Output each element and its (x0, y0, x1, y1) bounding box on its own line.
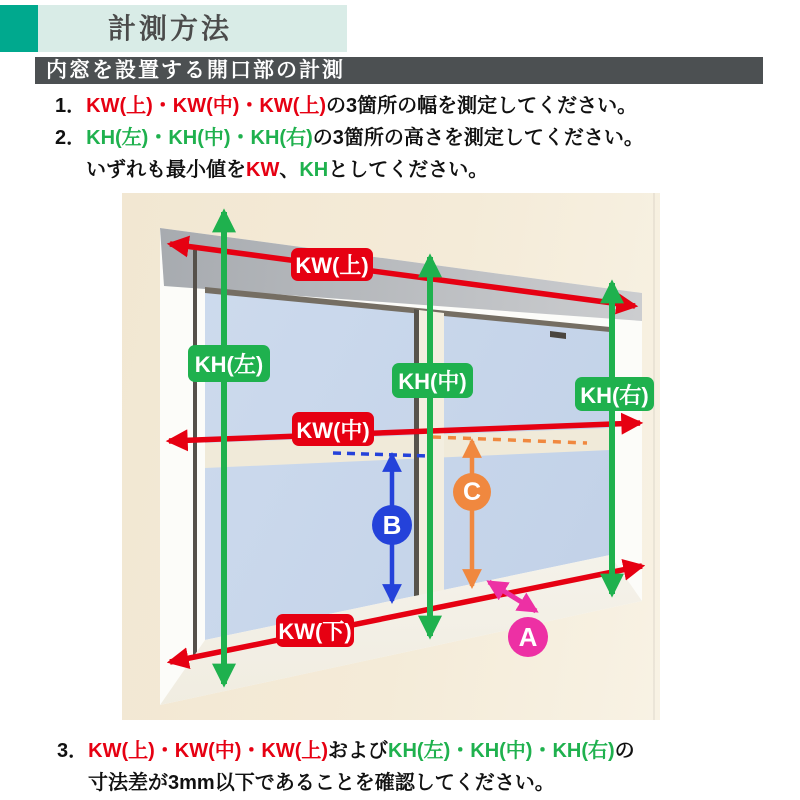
instructions-top (55, 90, 644, 186)
kh-right-label: KH(右) (575, 377, 654, 411)
kw-bottom-label: KW(下) (276, 614, 354, 647)
marker-b-dashed-line (333, 453, 430, 456)
title-bar (38, 5, 347, 52)
step-text: の3箇所の高さを測定してください。 (312, 127, 644, 149)
instructions-bottom (57, 735, 635, 799)
kh-points-text: KH(左)・KH(中)・KH(右) (388, 740, 615, 762)
kh-middle-label: KH(中) (392, 363, 473, 398)
marker-c-badge: C (453, 473, 491, 511)
kw-points-text: KW(上)・KW(中)・KW(上) (88, 740, 329, 762)
step-number: 2． (55, 127, 87, 149)
instruction-step-1 (55, 90, 644, 122)
step-number: 3． (57, 740, 89, 762)
instruction-step-2-note (55, 154, 644, 186)
section-title-bar (35, 57, 763, 84)
instruction-step-2 (55, 122, 644, 154)
step-text: の (614, 740, 635, 762)
kw-top-label: KW(上) (291, 248, 373, 281)
note-text: としてください。 (328, 159, 489, 181)
step-number: 1． (55, 95, 87, 117)
kh-left-label: KH(左) (188, 345, 270, 382)
teal-accent-square (0, 5, 38, 52)
kw-top-arrow (170, 244, 635, 306)
instruction-step-3-line2: 寸法差が3mm以下であることを確認してください。 (88, 772, 555, 794)
kw-middle-label: KW(中) (292, 412, 374, 446)
note-sep: 、 (279, 159, 300, 181)
marker-b-badge: B (372, 505, 412, 545)
kh-abbr: KH (299, 159, 329, 181)
kh-points-text: KH(左)・KH(中)・KH(右) (86, 127, 313, 149)
marker-a-badge: A (508, 617, 548, 657)
note-text: いずれも最小値を (86, 159, 246, 181)
window-photo (122, 193, 660, 720)
page-title: 計測方法 (108, 13, 233, 44)
section-title: 内窓を設置する開口部の計測 (46, 59, 345, 82)
instruction-step-3 (57, 735, 635, 767)
kw-points-text: KW(上)・KW(中)・KW(上) (86, 95, 327, 117)
step-text: および (328, 740, 389, 762)
kw-middle-arrow (169, 423, 640, 441)
measurement-arrows (122, 193, 660, 720)
step-text: の3箇所の幅を測定してください。 (326, 95, 638, 117)
marker-c-dashed-line (433, 437, 587, 443)
kw-bottom-arrow (170, 566, 642, 662)
kw-abbr: KW (246, 159, 280, 181)
